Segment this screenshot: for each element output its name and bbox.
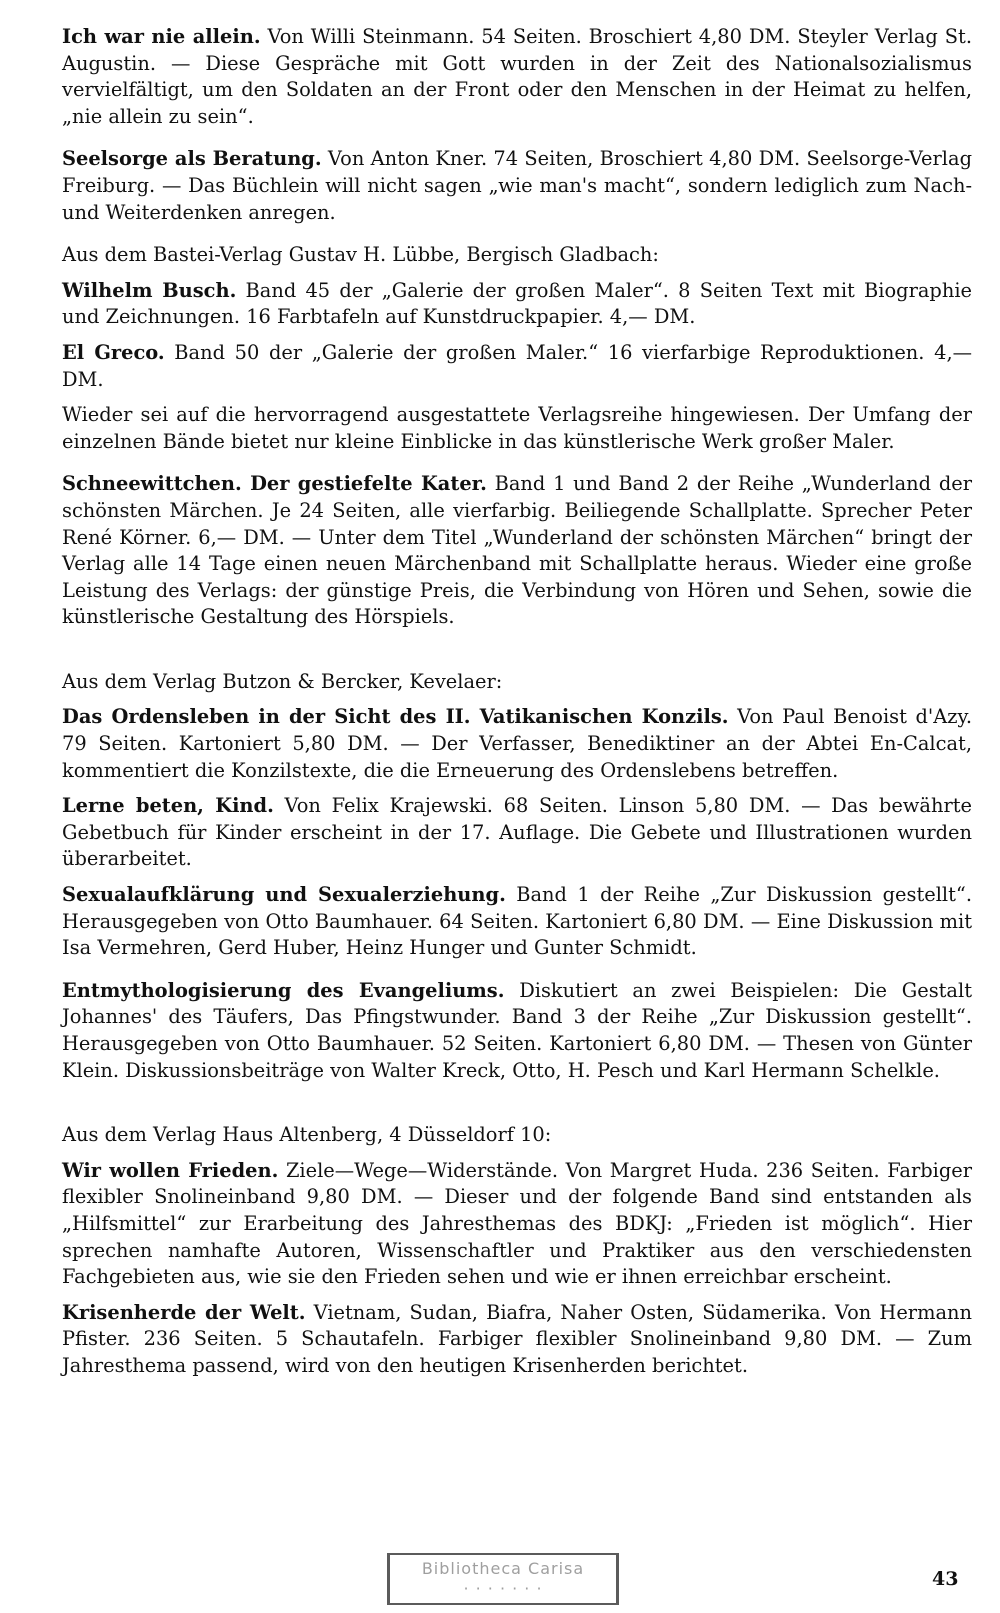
book-entry xyxy=(62,1300,972,1380)
book-title: Schneewittchen. Der gestiefelte Kater. xyxy=(62,472,487,496)
book-entry xyxy=(62,24,972,130)
book-entry xyxy=(62,340,972,393)
book-entry xyxy=(62,1158,972,1291)
book-description: Band 45 der „Galerie der großen Maler“. 8 Seiten Text mit Biographie und Zeichnungen. 16 Farbtafeln auf Kunstdruckpapier. 4,— DM. xyxy=(62,278,972,329)
book-description: Band 1 und Band 2 der Reihe „Wunderland der schönsten Märchen. Je 24 Seiten, alle vierfarbig. Beiliegende Schallplatte. Sprecher Peter René Körner. 6,— DM. — Unter dem Titel „Wunderland der schönsten Märchen“ bringt der Verlag alle 14 Tage einen neuen Märchenband mit Schallplatte heraus. Wieder eine große Leistung des Verlags: der günstige Preis, die Verbindung von Hören und Sehen, sowie die künstlerische Gestaltung des Hörspiels. xyxy=(62,472,973,629)
stamp-line: Bibliotheca Carisa xyxy=(421,1559,585,1578)
book-entry xyxy=(62,882,972,962)
book-description: Von Anton Kner. 74 Seiten, Broschiert 4,80 DM. Seelsorge-Verlag Freiburg. — Das Büchlein will nicht sagen „wie man's macht“, sondern lediglich zum Nach- und Weiterdenken anregen. xyxy=(62,147,972,224)
review-paragraph xyxy=(62,402,972,455)
book-title: Krisenherde der Welt. xyxy=(62,1300,306,1324)
book-description: Diskutiert an zwei Beispielen: Die Gestalt Johannes' des Täufers, Das Pfingstwunder. Band 3 der Reihe „Zur Diskussion gestellt“. Herausgegeben von Otto Baumhauer. 52 Seiten. Kartoniert 6,80 DM. — Thesen von Günter Klein. Diskussionsbeiträge von Walter Kreck, Otto, H. Pesch und Karl Hermann Schelkle. xyxy=(62,978,972,1082)
book-description: Ziele—Wege—Widerstände. Von Margret Huda. 236 Seiten. Farbiger flexibler Snolineinband 9,80 DM. — Dieser und der folgende Band sind entstanden als „Hilfsmittel“ zur Erarbeitung des Jahresthemas des BDKJ: „Frieden ist möglich“. Hier sprechen namhafte Autoren, Wissenschaftler und Praktiker aus den verschiedensten Fachgebieten aus, wie sie den Frieden sehen und wie er ihnen erreichbar erscheint. xyxy=(62,1158,972,1289)
book-entry xyxy=(62,146,972,226)
book-description: Von Paul Benoist d'Azy. 79 Seiten. Kartoniert 5,80 DM. — Der Verfasser, Benediktiner an der Abtei En-Calcat, kommentiert die Konzilstexte, die die Erneuerung des Ordenslebens betreffen. xyxy=(62,705,972,782)
book-title: El Greco. xyxy=(62,340,165,364)
book-title: Wilhelm Busch. xyxy=(62,278,237,302)
book-description: Band 50 der „Galerie der großen Maler.“ 16 vierfarbige Reproduktionen. 4,— DM. xyxy=(62,340,972,391)
book-entry xyxy=(62,793,972,873)
publisher-heading: Aus dem Bastei-Verlag Gustav H. Lübbe, Bergisch Gladbach: xyxy=(62,243,659,267)
book-description: Wieder sei auf die hervorragend ausgestattete Verlagsreihe hingewiesen. Der Umfang der einzelnen Bände bietet nur kleine Einblicke in das künstlerische Werk großer Maler. xyxy=(62,403,972,453)
stamp-line: · · · · · · · xyxy=(463,1579,543,1598)
book-description: Von Felix Krajewski. 68 Seiten. Linson 5,80 DM. — Das bewährte Gebetbuch für Kinder erscheint in der 17. Auflage. Die Gebete und Illustrationen wurden überarbeitet. xyxy=(62,794,972,871)
book-entry xyxy=(62,704,972,784)
book-title: Das Ordensleben in der Sicht des II. Vatikanischen Konzils. xyxy=(62,705,729,729)
book-description: Band 1 der Reihe „Zur Diskussion gestellt“. Herausgegeben von Otto Baumhauer. 64 Seiten. Kartoniert 6,80 DM. — Eine Diskussion mit Isa Vermehren, Gerd Huber, Heinz Hunger und Gunter Schmidt. xyxy=(62,883,973,960)
book-title: Seelsorge als Beratung. xyxy=(62,147,322,171)
book-title: Sexualaufklärung und Sexualerziehung. xyxy=(62,883,506,907)
book-entry xyxy=(62,471,972,631)
book-title: Entmythologisierung des Evangeliums. xyxy=(62,978,505,1002)
document-page xyxy=(62,24,972,1380)
book-description: Vietnam, Sudan, Biafra, Naher Osten, Südamerika. Von Hermann Pfister. 236 Seiten. 5 Schautafeln. Farbiger flexibler Snolineinband 9,80 DM. — Zum Jahresthema passend, wird von den heutigen Krisenherden berichtet. xyxy=(62,1300,972,1377)
library-stamp xyxy=(387,1553,619,1605)
publisher-heading: Aus dem Verlag Butzon & Bercker, Kevelaer: xyxy=(62,669,503,693)
book-entry xyxy=(62,978,972,1084)
book-entry xyxy=(62,278,972,331)
book-title: Wir wollen Frieden. xyxy=(62,1158,279,1182)
book-title: Ich war nie allein. xyxy=(62,25,261,48)
page-number: 43 xyxy=(932,1568,959,1590)
book-title: Lerne beten, Kind. xyxy=(62,794,274,818)
publisher-heading: Aus dem Verlag Haus Altenberg, 4 Düsseldorf 10: xyxy=(62,1123,552,1147)
book-description: Von Willi Steinmann. 54 Seiten. Broschiert 4,80 DM. Steyler Verlag St. Augustin. — Diese Gespräche mit Gott wurden in der Zeit des Nationalsozialismus vervielfältigt, um den Soldaten an der Front oder den Menschen in der Heimat zu helfen, „nie allein zu sein“. xyxy=(62,25,972,128)
